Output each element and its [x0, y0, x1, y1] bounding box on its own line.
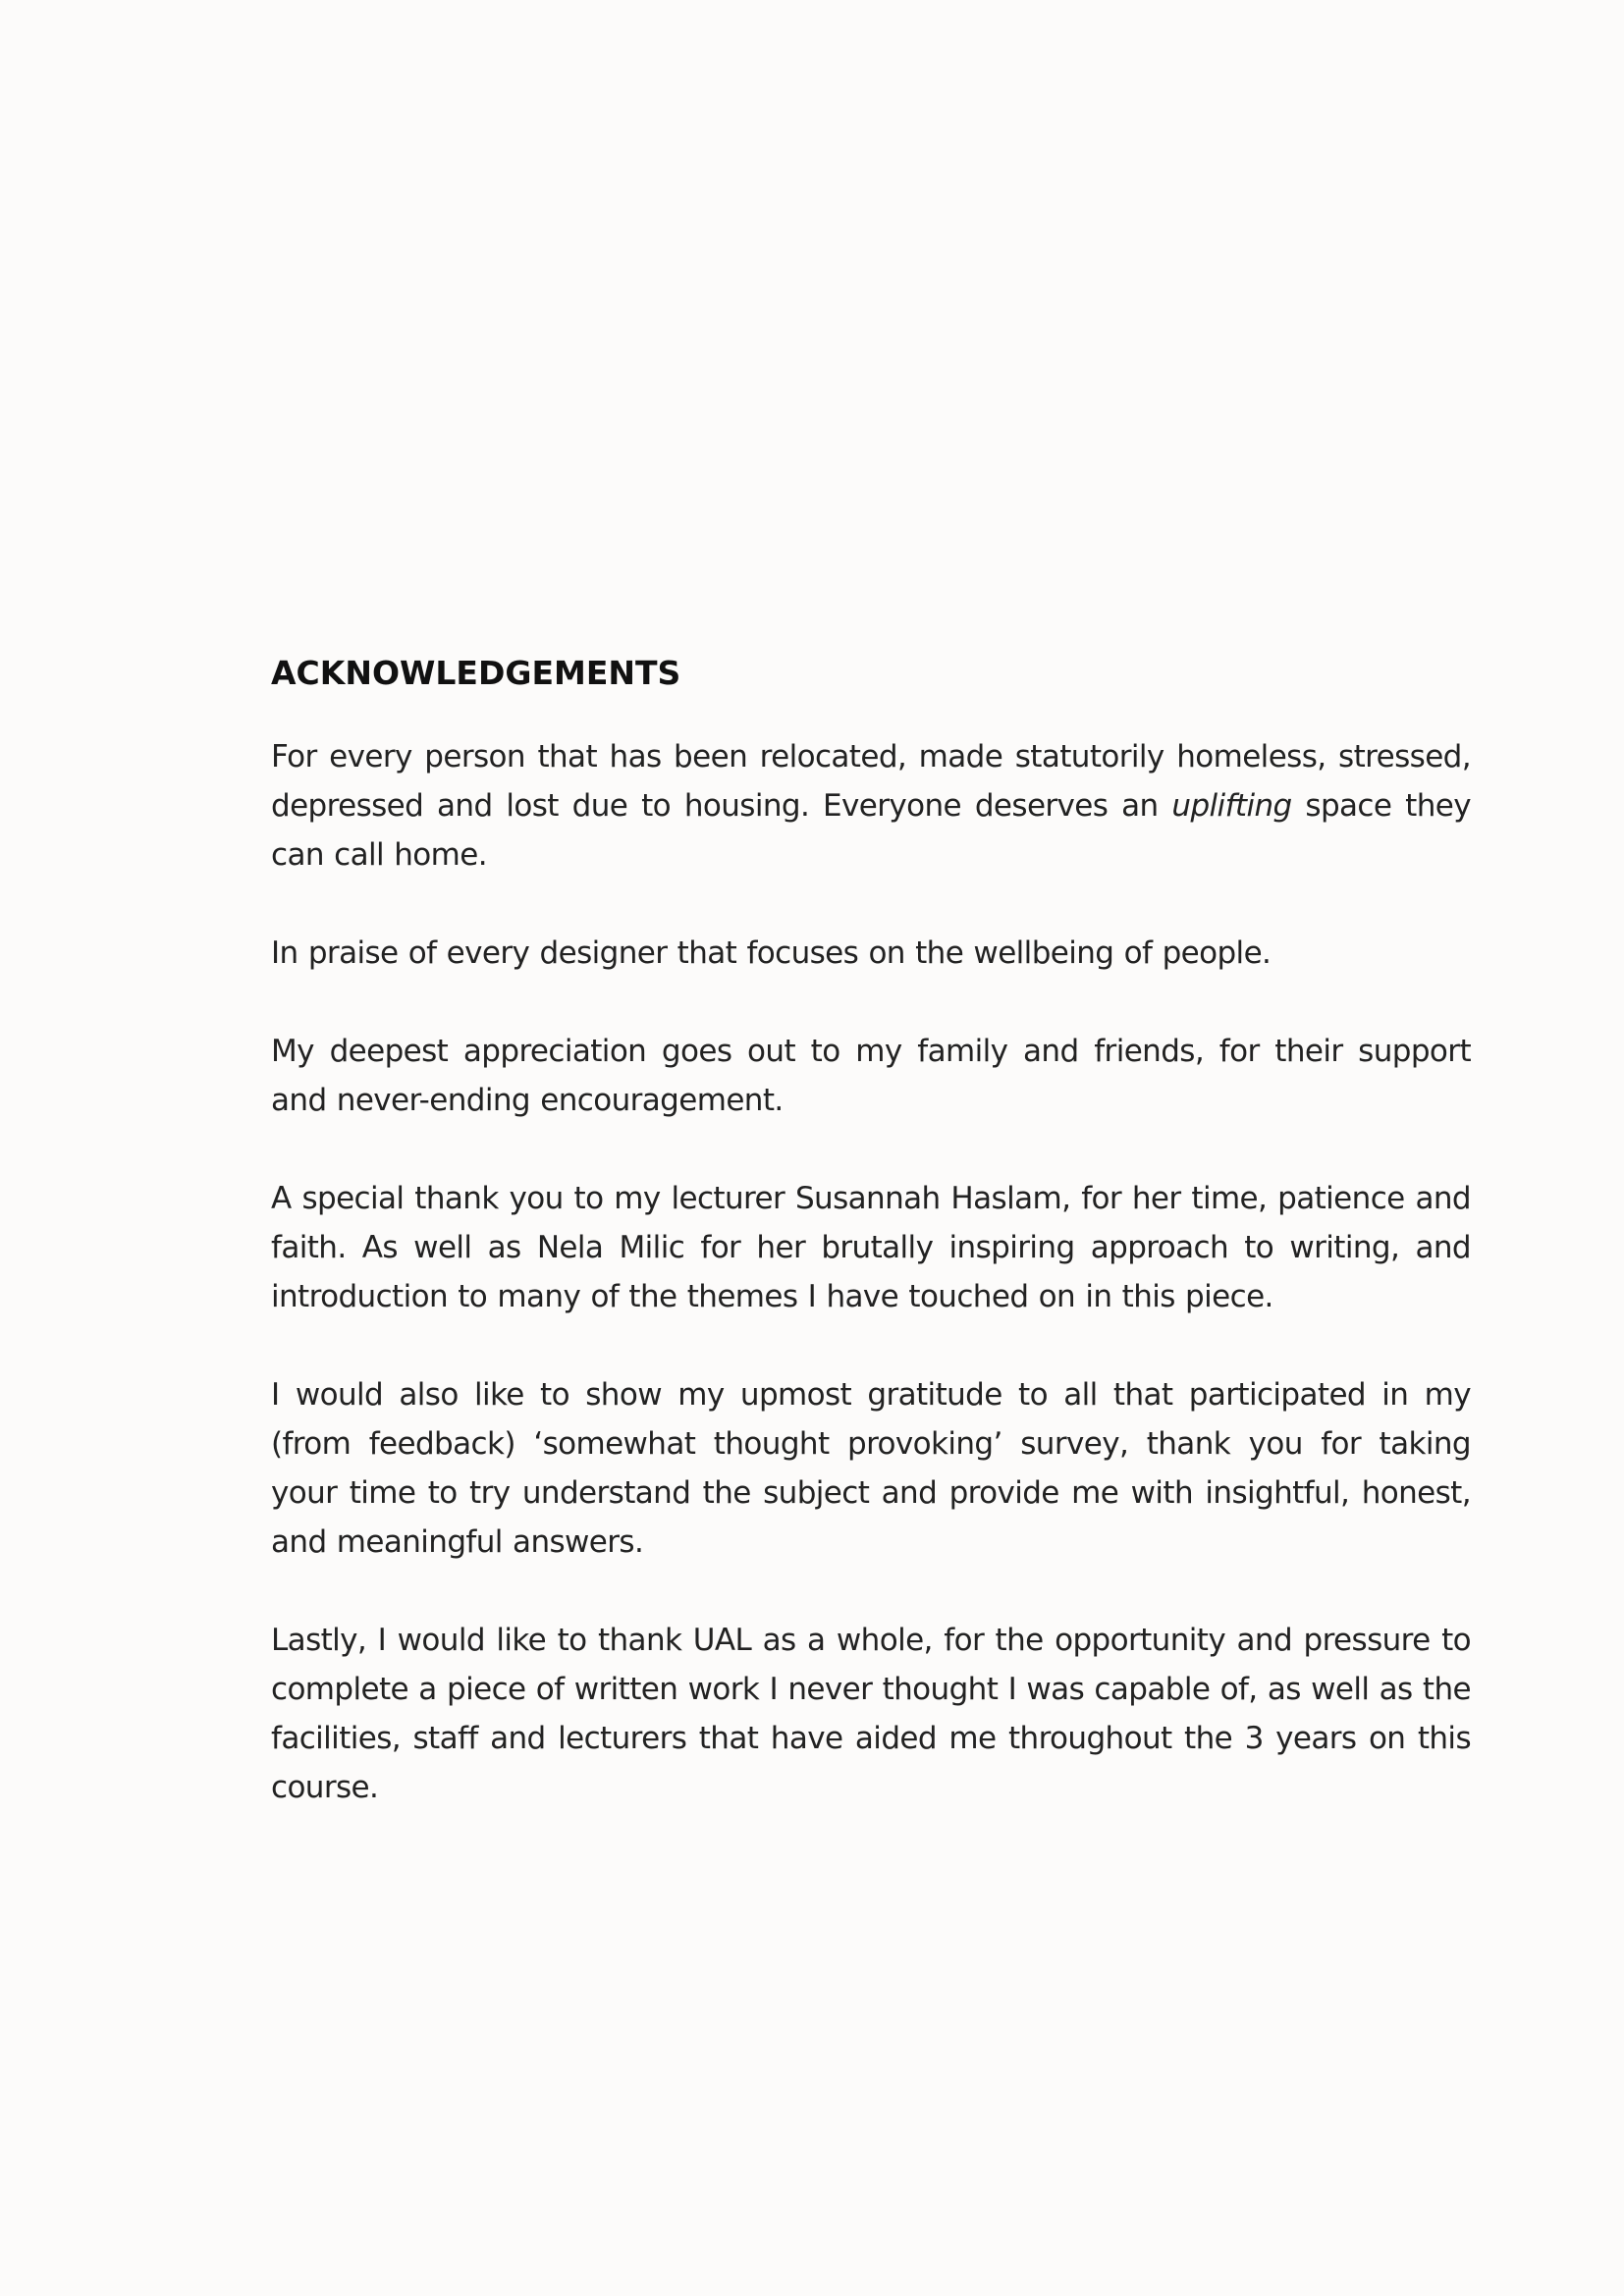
paragraph-dedication	[271, 732, 1471, 880]
paragraph-ual: Lastly, I would like to thank UAL as a whole, for the opportunity and pressure to complete a piece of written work I never thought I was capable of, as well as the facilities, staff and lecturers that have aided me throughout the 3 years on this course.	[271, 1623, 1471, 1805]
page-title: ACKNOWLEDGEMENTS	[271, 654, 681, 692]
paragraph-survey: I would also like to show my upmost gratitude to all that participated in my (from feedback) ‘somewhat thought provoking’ survey, thank you for taking your time to try understand the subject and provide me with insightful, honest, and meaningful answers.	[271, 1377, 1471, 1560]
dedication-text-start: For every person that has been relocated, made statutorily homeless, stressed, depressed and lost due to housing. Everyone deserves an	[271, 739, 1471, 824]
dedication-text-end: space they can call home.	[271, 788, 1471, 873]
paragraph-lecturers: A special thank you to my lecturer Susannah Haslam, for her time, patience and faith. As well as Nela Milic for her brutally inspiring approach to writing, and introduction to many of the themes I have touched on in this piece.	[271, 1181, 1471, 1314]
dedication-emphasis: uplifting	[1171, 788, 1292, 824]
paragraph-family: My deepest appreciation goes out to my family and friends, for their support and never-ending encouragement.	[271, 1034, 1471, 1118]
paragraph-designers: In praise of every designer that focuses on the wellbeing of people.	[271, 935, 1272, 971]
acknowledgements-section	[271, 646, 1471, 1812]
